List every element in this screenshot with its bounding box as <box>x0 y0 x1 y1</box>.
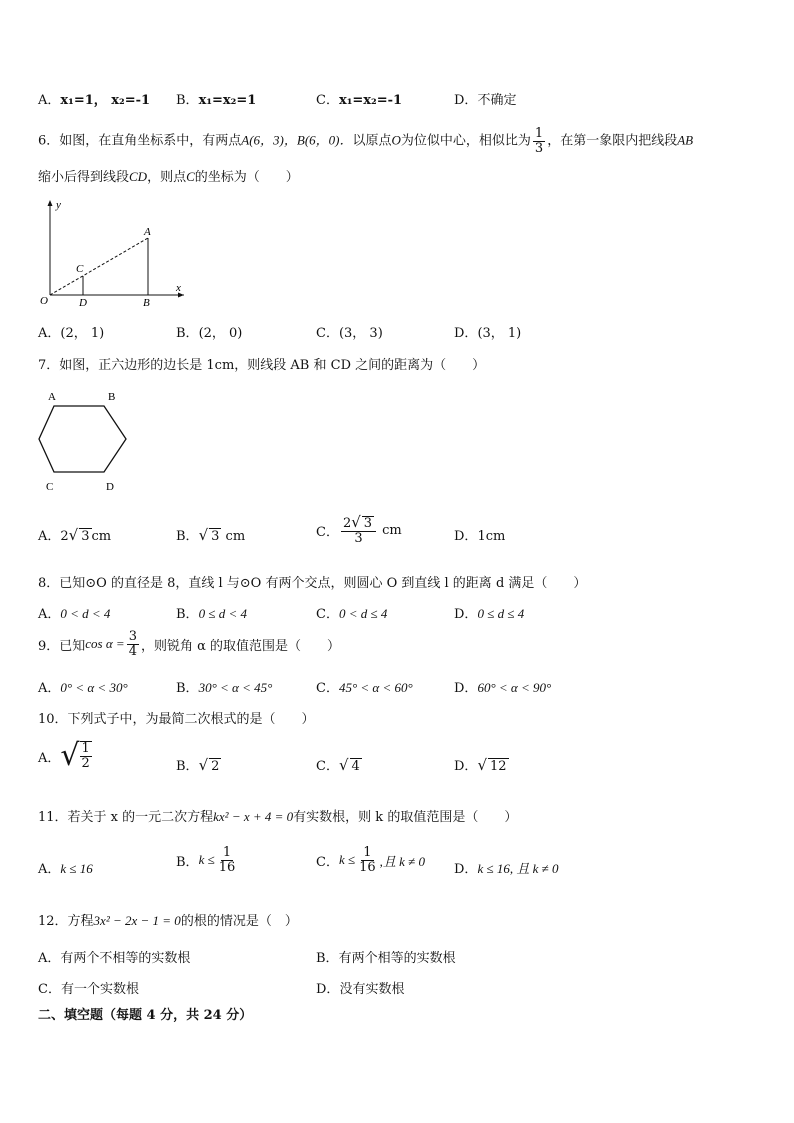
q8-option-b[interactable] <box>176 603 247 622</box>
option-label: D． <box>454 759 478 774</box>
q6-point-a: A(6，3)， <box>241 132 297 148</box>
option-label: C． <box>316 681 339 696</box>
option-text: (2， 1) <box>60 326 105 341</box>
frac-den: 16 <box>359 859 376 875</box>
q11-option-d[interactable] <box>454 858 559 877</box>
label-o: O <box>40 295 48 307</box>
q12-equation: 3x² − 2x − 1 = 0 <box>93 913 181 928</box>
q11-text: 11．若关于 x 的一元二次方程 <box>38 810 214 825</box>
option-text: (3， 1) <box>477 326 522 341</box>
segment-oa-dashed <box>50 238 148 295</box>
section-2-heading: 二、填空题（每题 4 分，共 24 分） <box>38 1008 253 1023</box>
q11-text: 有实数根，则 k 的取值范围是（ ） <box>293 810 518 825</box>
radicand: 3 <box>211 529 220 544</box>
q6-text: ，在第一象限内把线段 <box>547 133 678 149</box>
q6-text: 6．如图，在直角坐标系中，有两点 <box>38 133 242 149</box>
q6-option-d[interactable] <box>454 322 521 341</box>
radicand: 12 <box>490 759 507 774</box>
x-label: x <box>176 282 181 294</box>
radicand: 3 <box>81 529 90 544</box>
q9-option-c[interactable] <box>316 677 413 696</box>
option-text: 45° < α < 60° <box>338 680 413 695</box>
option-text: 0 < d < 4 <box>60 606 111 621</box>
radicand: 2 <box>211 759 220 774</box>
q12-stem <box>38 910 298 929</box>
label-b: B <box>143 297 150 307</box>
q6-segment-cd: CD <box>129 169 148 184</box>
q6-stem-line2 <box>38 166 299 185</box>
label-d: D <box>106 481 114 493</box>
frac <box>217 846 238 874</box>
option-label: D． <box>454 607 478 622</box>
label-c: C <box>76 263 84 275</box>
q6-option-c[interactable] <box>316 322 383 341</box>
label-b: B <box>108 391 116 403</box>
option-label: D． <box>316 982 340 997</box>
q6-stem-line1 <box>38 127 693 155</box>
q12-option-d[interactable] <box>316 978 404 997</box>
option-text: k ≤ 16 <box>60 861 93 876</box>
q6-option-b[interactable] <box>176 322 242 341</box>
q11-option-b[interactable] <box>176 846 239 874</box>
q6-point-c: C <box>186 169 195 184</box>
frac-den: 16 <box>218 859 236 875</box>
frac-num: 3 <box>128 629 137 644</box>
option-label: A． <box>38 529 61 544</box>
option-text: 1cm <box>477 529 506 544</box>
hexagon <box>39 406 126 472</box>
q10-option-d[interactable] <box>454 755 509 774</box>
q12-text: 12．方程 <box>38 914 94 929</box>
option-text: 0° < α < 30° <box>60 680 128 695</box>
y-label: y <box>56 199 61 211</box>
option-label: C． <box>316 607 339 622</box>
label-d: D <box>79 297 87 307</box>
q6-segment-ab: AB <box>677 132 694 148</box>
unit: cm <box>91 529 112 544</box>
option-label: A． <box>38 951 61 966</box>
q8-stem: 8．已知⊙O 的直径是 8，直线 l 与⊙O 有两个交点，则圆心 O 到直线 l 的距离 d 满足（ ） <box>38 576 587 591</box>
y-axis-arrow <box>48 200 53 206</box>
option-label: D． <box>454 529 478 544</box>
option-label: B． <box>176 93 199 108</box>
option-label: B． <box>176 759 199 774</box>
option-text: 有两个不相等的实数根 <box>60 951 191 966</box>
q8-option-c[interactable] <box>316 603 387 622</box>
radical-sign: √ <box>338 756 349 774</box>
option-label: A． <box>38 750 61 766</box>
option-label: B． <box>176 681 199 696</box>
frac-num: 1 <box>363 845 372 860</box>
q6-ratio <box>533 127 545 155</box>
q12-option-c[interactable] <box>38 978 139 997</box>
frac-den: 3 <box>354 530 363 546</box>
q11-option-c[interactable] <box>316 846 425 874</box>
q10-option-a[interactable] <box>38 738 94 773</box>
q11-equation: kx² − x + 4 = 0 <box>213 809 294 824</box>
q7-option-d[interactable] <box>454 525 505 544</box>
q7-stem: 7．如图，正六边形的边长是 1cm，则线段 AB 和 CD 之间的距离为（ ） <box>38 358 486 373</box>
option-text: x₁=x₂=1 <box>198 93 257 108</box>
radical-sign: √ <box>351 513 361 531</box>
radicand-frac <box>80 741 92 770</box>
option-text: ,且 k ≠ 0 <box>379 853 426 869</box>
q12-option-b[interactable] <box>316 947 456 966</box>
frac <box>357 846 378 874</box>
option-label: C． <box>316 93 339 108</box>
option-label: B． <box>176 326 199 341</box>
option-text: x₁=1， x₂=-1 <box>60 93 151 108</box>
q11-stem <box>38 806 517 825</box>
option-label: A． <box>38 93 61 108</box>
option-label: A． <box>38 326 61 341</box>
coef: 2 <box>60 529 69 544</box>
option-label: A． <box>38 607 61 622</box>
q8-option-a[interactable] <box>38 603 110 622</box>
option-text: 0 ≤ d ≤ 4 <box>477 606 525 621</box>
q12-option-a[interactable] <box>38 947 190 966</box>
q7-hexagon-figure <box>34 386 134 496</box>
option-label: A． <box>38 681 61 696</box>
q9-stem <box>38 630 340 658</box>
option-text: (3， 3) <box>338 326 383 341</box>
q7-option-b[interactable] <box>176 525 245 544</box>
option-text: 有两个相等的实数根 <box>338 951 456 966</box>
option-label: C． <box>38 982 61 997</box>
option-label: A． <box>38 862 61 877</box>
q6-text: ，则点 <box>147 170 187 185</box>
unit: cm <box>225 529 246 544</box>
q9-fraction <box>127 630 139 658</box>
q9-option-a[interactable] <box>38 677 128 696</box>
option-label: D． <box>454 681 478 696</box>
q5-option-c[interactable] <box>316 89 402 108</box>
radical-sign: √ <box>477 756 487 774</box>
option-label: C． <box>316 854 339 870</box>
option-label: C． <box>316 759 339 774</box>
frac-num: 1 <box>534 126 544 141</box>
option-label: C． <box>316 326 339 341</box>
q7-option-a[interactable] <box>38 525 111 544</box>
frac-den: 4 <box>128 643 137 659</box>
q5-option-b[interactable] <box>176 89 256 108</box>
q5-option-a[interactable] <box>38 89 150 108</box>
frac-den: 2 <box>81 756 90 771</box>
option-label: B． <box>176 607 199 622</box>
q6-text: 为位似中心，相似比为 <box>400 133 531 149</box>
q12-text: 的根的情况是（ ） <box>180 914 298 929</box>
q6-origin: O <box>391 132 401 148</box>
label-a: A <box>48 391 56 403</box>
radicand: 4 <box>351 759 360 774</box>
frac-num <box>341 515 376 532</box>
coef: 2 <box>342 516 352 531</box>
option-label: D． <box>454 862 478 877</box>
q6-figure <box>36 195 196 307</box>
q9-text: ，则锐角 α 的取值范围是（ ） <box>141 638 341 654</box>
q9-option-b[interactable] <box>176 677 272 696</box>
option-text: 不确定 <box>477 93 517 108</box>
q10-option-b[interactable] <box>176 755 221 774</box>
q6-text: 的坐标为（ ） <box>194 170 299 185</box>
frac-num: 1 <box>81 741 90 757</box>
q6-option-a[interactable] <box>38 322 104 341</box>
radicand: 3 <box>363 516 373 531</box>
q6-text: 以原点 <box>352 133 392 149</box>
label-a: A <box>144 226 151 238</box>
q7-option-c[interactable] <box>316 515 402 545</box>
option-text: 0 < d ≤ 4 <box>338 606 388 621</box>
radical-sign: √ <box>60 738 80 773</box>
option-text: 30° < α < 45° <box>198 680 273 695</box>
option-text: k ≤ 16, 且 k ≠ 0 <box>477 861 559 876</box>
q9-cos: cos α = <box>85 636 125 652</box>
option-text: 60° < α < 90° <box>477 680 552 695</box>
q6-text: 缩小后得到线段 <box>38 170 130 185</box>
radical-sign: √ <box>198 756 209 774</box>
option-label: B． <box>176 854 199 870</box>
option-label: D． <box>454 93 478 108</box>
q10-stem: 10．下列式子中，为最简二次根式的是（ ） <box>38 712 315 727</box>
unit: cm <box>382 522 402 538</box>
radical-sign: √ <box>198 526 209 544</box>
radical-sign: √ <box>68 526 79 544</box>
q11-option-a[interactable] <box>38 858 93 877</box>
option-label: C． <box>316 524 339 540</box>
q10-option-c[interactable] <box>316 755 362 774</box>
q9-text: 9．已知 <box>38 638 86 654</box>
frac-den: 3 <box>534 140 544 156</box>
frac <box>341 515 376 545</box>
option-text: 没有实数根 <box>339 982 405 997</box>
frac-num: 1 <box>222 845 232 860</box>
option-text: k ≤ <box>338 852 356 868</box>
option-label: B． <box>316 951 339 966</box>
option-text: k ≤ <box>198 852 215 868</box>
q8-option-d[interactable] <box>454 603 524 622</box>
option-label: D． <box>454 326 478 341</box>
q5-option-d[interactable] <box>454 89 516 108</box>
option-text: 0 ≤ d < 4 <box>198 606 247 621</box>
option-label: B． <box>176 529 199 544</box>
option-text: 有一个实数根 <box>60 982 139 997</box>
option-text: (2， 0) <box>198 326 243 341</box>
option-text: x₁=x₂=-1 <box>338 93 403 108</box>
q9-option-d[interactable] <box>454 677 551 696</box>
q6-point-b: B(6，0)． <box>296 132 353 148</box>
label-c: C <box>46 481 54 493</box>
